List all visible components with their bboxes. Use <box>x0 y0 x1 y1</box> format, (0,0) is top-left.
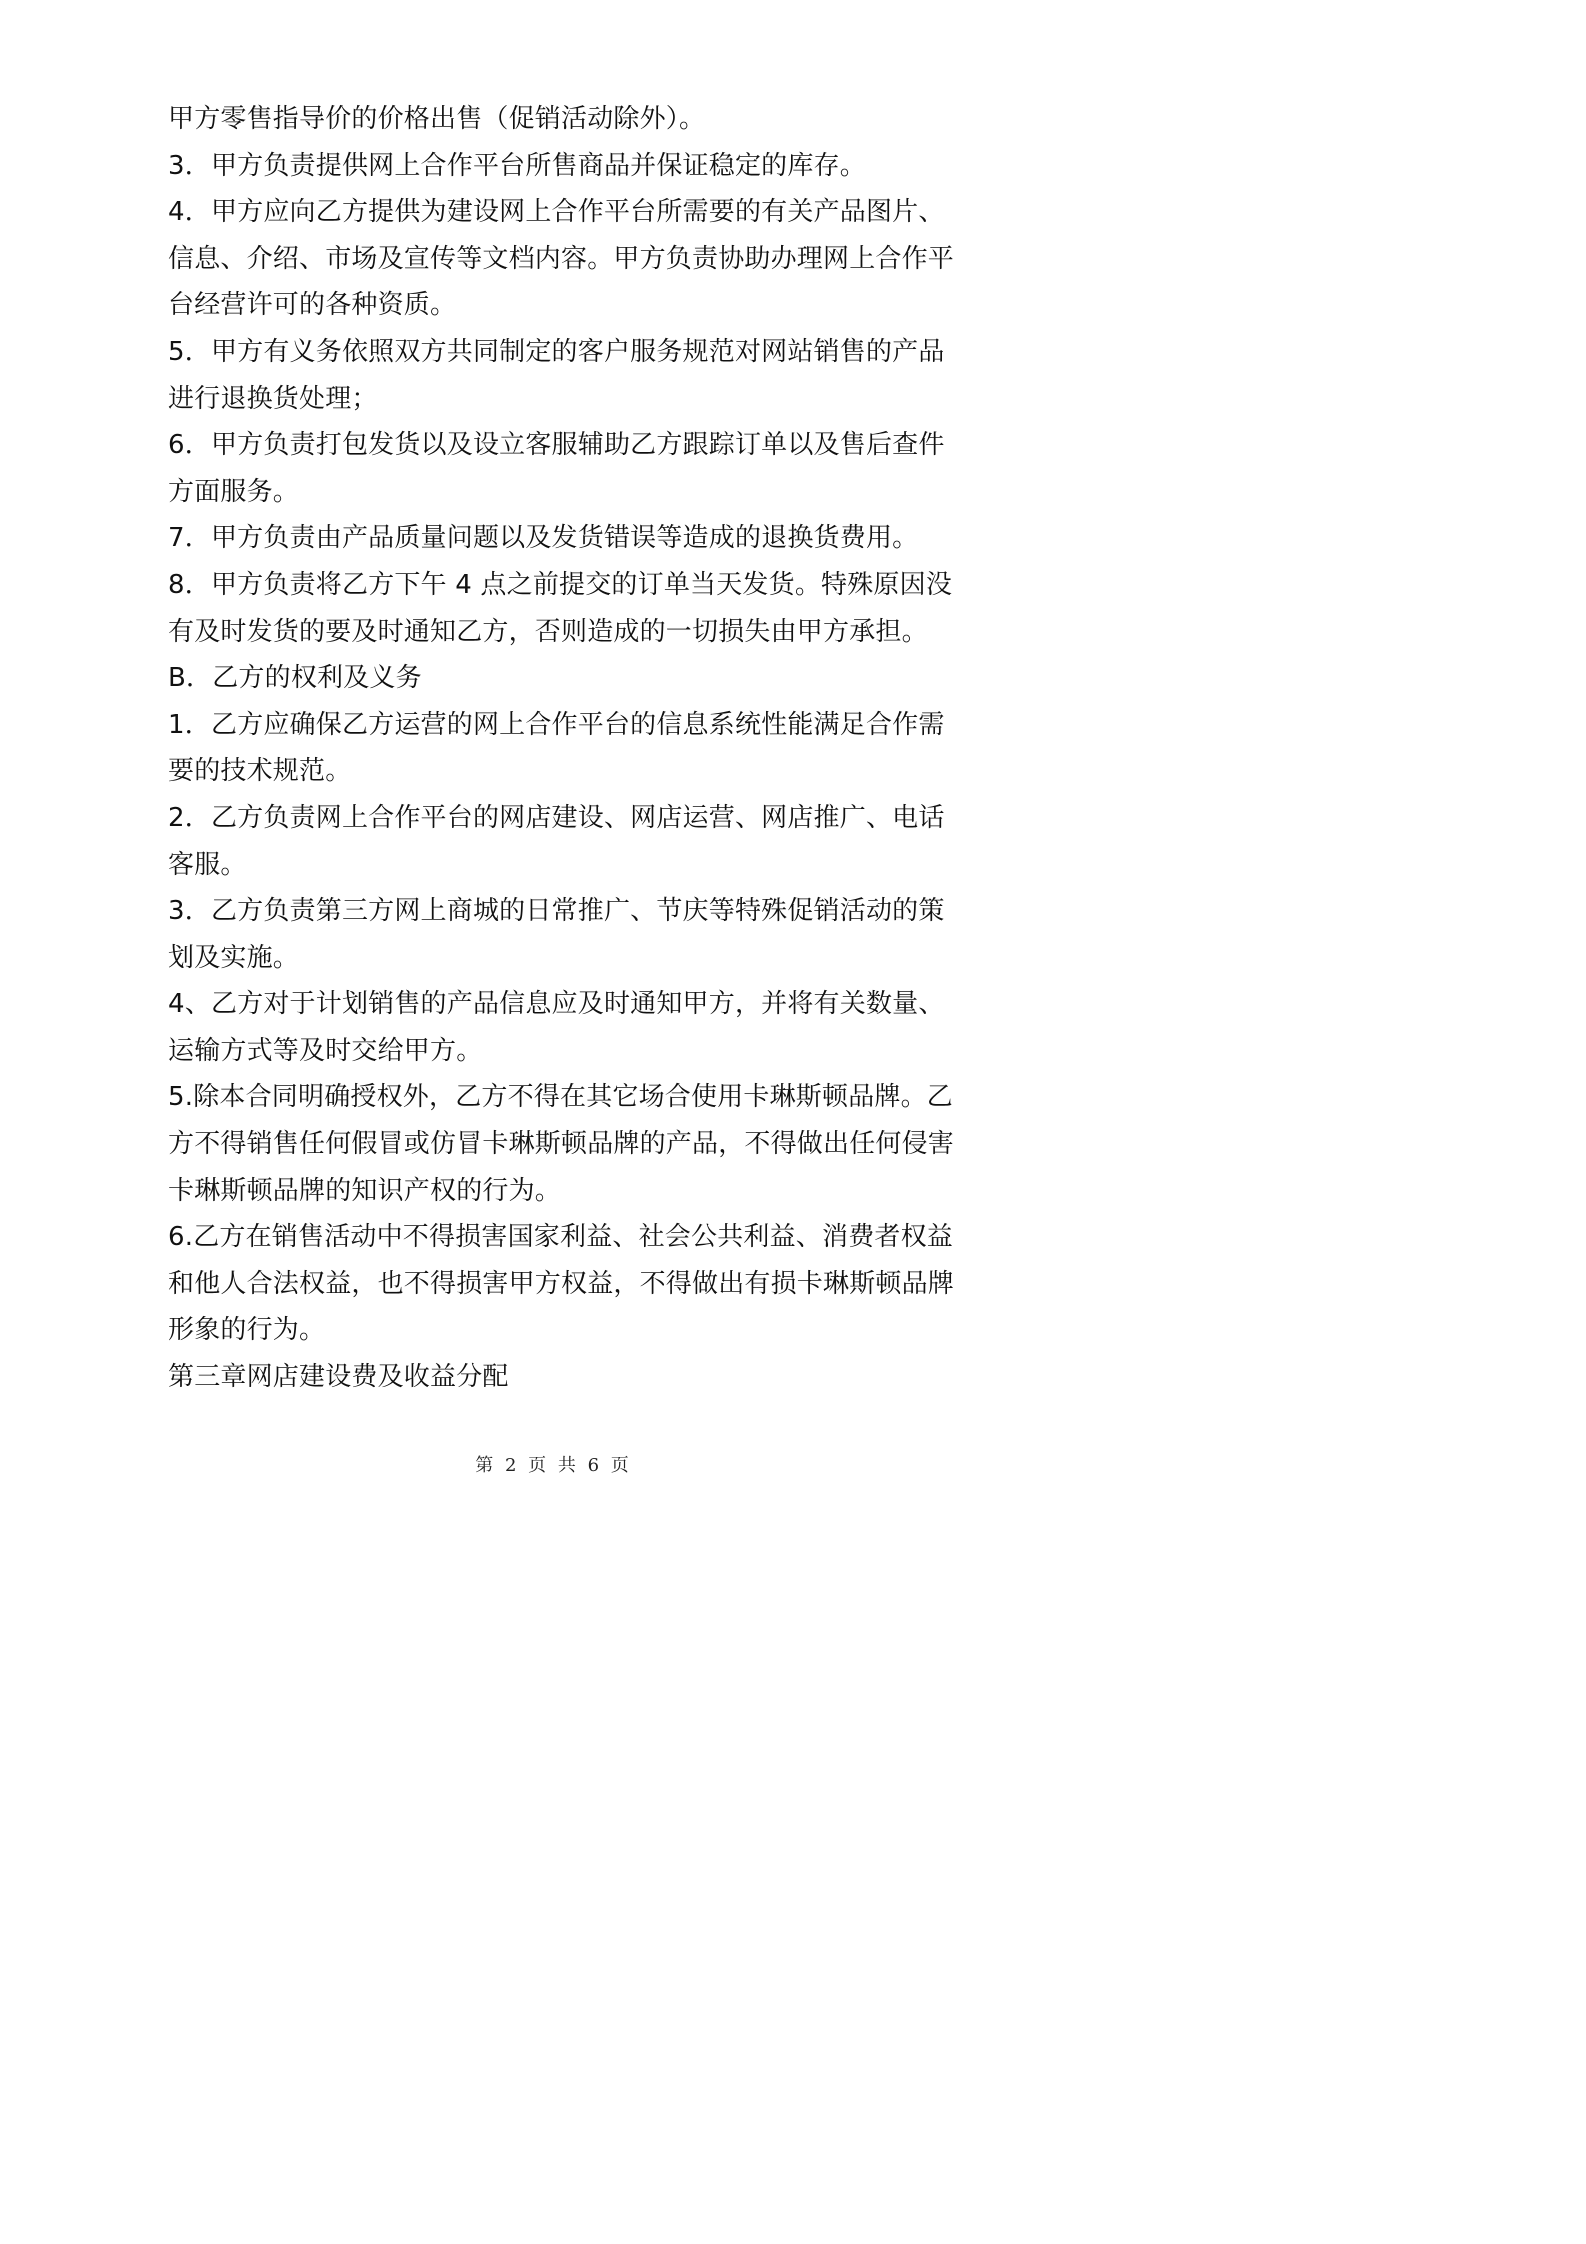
text-line: 进行退换货处理； <box>168 383 378 414</box>
text-line: 3．乙方负责第三方网上商城的日常推广、节庆等特殊促销活动的策 <box>168 896 945 927</box>
document-page <box>0 0 1104 1562</box>
text-line: 5.除本合同明确授权外，乙方不得在其它场合使用卡琳斯顿品牌。乙 <box>168 1082 954 1113</box>
text-line: 5．甲方有义务依照双方共同制定的客户服务规范对网站销售的产品 <box>168 336 945 367</box>
text-line: 有及时发货的要及时通知乙方，否则造成的一切损失由甲方承担。 <box>168 616 928 647</box>
text-line: 1．乙方应确保乙方运营的网上合作平台的信息系统性能满足合作需 <box>168 709 945 740</box>
text-line: 信息、介绍、市场及宣传等文档内容。甲方负责协助办理网上合作平 <box>168 243 955 274</box>
chapter-heading: 第三章网店建设费及收益分配 <box>168 1362 509 1393</box>
text-line: 4、乙方对于计划销售的产品信息应及时通知甲方，并将有关数量、 <box>168 989 945 1020</box>
section-heading: B．乙方的权利及义务 <box>168 663 422 694</box>
text-line: 形象的行为。 <box>168 1315 326 1346</box>
text-line: 8．甲方负责将乙方下午 4 点之前提交的订单当天发货。特殊原因没 <box>168 569 953 600</box>
text-line: 6.乙方在销售活动中不得损害国家利益、社会公共利益、消费者权益 <box>168 1222 954 1253</box>
text-line: 要的技术规范。 <box>168 756 352 787</box>
text-line: 卡琳斯顿品牌的知识产权的行为。 <box>168 1175 562 1206</box>
text-line: 6．甲方负责打包发货以及设立客服辅助乙方跟踪订单以及售后查件 <box>168 430 945 461</box>
page-number-footer: 第 2 页 共 6 页 <box>475 1455 629 1476</box>
text-line: 7．甲方负责由产品质量问题以及发货错误等造成的退换货费用。 <box>168 523 919 554</box>
text-line: 2．乙方负责网上合作平台的网店建设、网店运营、网店推广、电话 <box>168 802 945 833</box>
text-line: 3．甲方负责提供网上合作平台所售商品并保证稳定的库存。 <box>168 150 866 181</box>
text-line: 甲方零售指导价的价格出售（促销活动除外）。 <box>168 104 706 134</box>
document-body <box>168 96 955 1401</box>
text-line: 划及实施。 <box>168 942 300 973</box>
text-line: 方不得销售任何假冒或仿冒卡琳斯顿品牌的产品，不得做出任何侵害 <box>168 1129 955 1160</box>
text-line: 4．甲方应向乙方提供为建设网上合作平台所需要的有关产品图片、 <box>168 197 945 228</box>
text-line: 客服。 <box>168 849 247 880</box>
text-line: 台经营许可的各种资质。 <box>168 290 457 321</box>
text-line: 和他人合法权益，也不得损害甲方权益，不得做出有损卡琳斯顿品牌 <box>168 1268 955 1299</box>
text-line: 运输方式等及时交给甲方。 <box>168 1035 483 1066</box>
text-line: 方面服务。 <box>168 476 300 507</box>
